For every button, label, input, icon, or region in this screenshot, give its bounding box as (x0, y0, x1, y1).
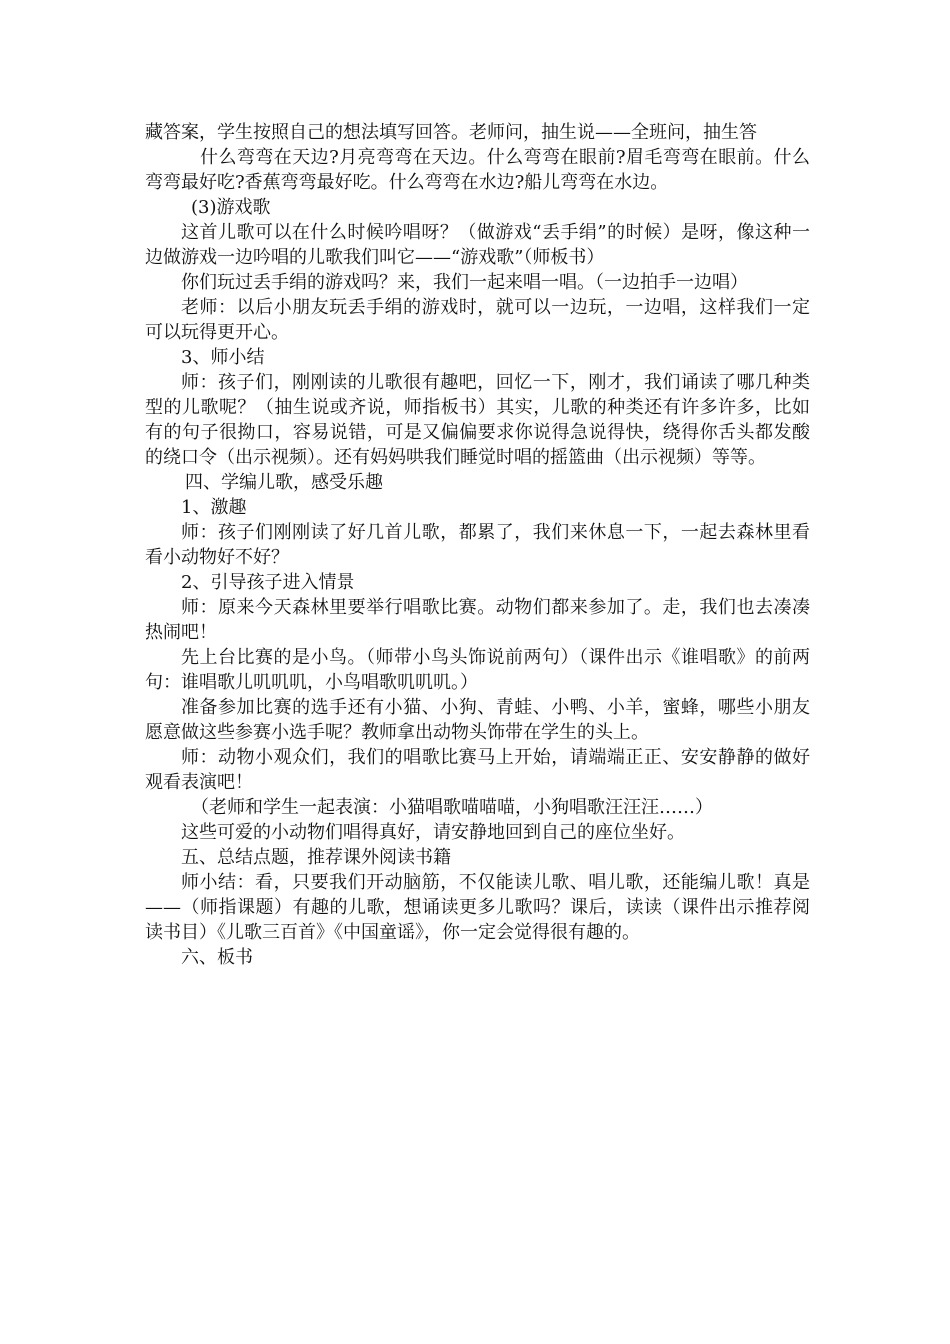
paragraph-answer-method: 藏答案，学生按照自己的想法填写回答。老师问，抽生说——全班问，抽生答 (145, 122, 757, 143)
section-heading-compose: 四、学编儿歌，感受乐趣 (185, 472, 383, 493)
paragraph-audience: 师：动物小观众们，我们的唱歌比赛马上开始，请端端正正、安安静静的做好观看表演吧！ (145, 747, 810, 793)
document-body (145, 120, 810, 970)
paragraph-teacher-note: 老师：以后小朋友玩丢手绢的游戏时，就可以一边玩，一边唱，这样我们一定可以玩得更开心。 (145, 297, 810, 343)
section-heading-blackboard: 六、板书 (181, 947, 253, 968)
paragraph-wanwan-song: 什么弯弯在天边?月亮弯弯在天边。什么弯弯在眼前?眉毛弯弯在眼前。什么弯弯最好吃?香蕉弯弯最好吃。什么弯弯在水边?船儿弯弯在水边。 (145, 147, 810, 193)
paragraph-summary: 师：孩子们，刚刚读的儿歌很有趣吧，回忆一下，刚才，我们诵读了哪几种类型的儿歌呢？（抽生说或齐说，师指板书）其实，儿歌的种类还有许多许多，比如有的句子很拗口，容易说错，可是又偏偏要求你说得急说得快，绕得你舌头都发酸的绕口令（出示视频）。还有妈妈哄我们睡觉时唱的摇篮曲（出示视频）等等。 (145, 372, 810, 468)
paragraph-bird-first: 先上台比赛的是小鸟。（师带小鸟头饰说前两句）（课件出示《谁唱歌》的前两句：谁唱歌儿叽叽叽，小鸟唱歌叽叽叽。） (145, 647, 810, 693)
paragraph-forest-contest: 师：原来今天森林里要举行唱歌比赛。动物们都来参加了。走，我们也去凑凑热闹吧！ (145, 597, 810, 643)
paragraph-contestants: 准备参加比赛的选手还有小猫、小狗、青蛙、小鸭、小羊，蜜蜂，哪些小朋友愿意做这些参赛小选手呢？教师拿出动物头饰带在学生的头上。 (145, 697, 810, 743)
heading-summary: 3、师小结 (181, 347, 265, 368)
paragraph-motivate: 师：孩子们刚刚读了好几首儿歌，都累了，我们来休息一下，一起去森林里看看小动物好不好？ (145, 522, 810, 568)
paragraph-sing-together: 你们玩过丢手绢的游戏吗？来，我们一起来唱一唱。（一边拍手一边唱） (181, 272, 748, 293)
heading-scene: 2、引导孩子进入情景 (181, 572, 355, 593)
section-heading-conclusion: 五、总结点题，推荐课外阅读书籍 (181, 847, 451, 868)
heading-motivate: 1、激趣 (181, 497, 247, 518)
heading-game-song: (3)游戏歌 (191, 197, 271, 218)
paragraph-conclusion: 师小结：看，只要我们开动脑筋，不仅能读儿歌、唱儿歌，还能编儿歌！真是——（师指课题）有趣的儿歌，想诵读更多儿歌吗？课后，读读（课件出示推荐阅读书目）《儿歌三百首》《中国童谣》，你一定会觉得很有趣的。 (145, 872, 810, 943)
paragraph-game-song-intro: 这首儿歌可以在什么时候吟唱呀？（做游戏“丢手绢”的时候）是呀，像这种一边做游戏一边吟唱的儿歌我们叫它——“游戏歌”（师板书） (145, 222, 810, 268)
paragraph-return-seats: 这些可爱的小动物们唱得真好，请安静地回到自己的座位坐好。 (181, 822, 685, 843)
paragraph-performance: （老师和学生一起表演：小猫唱歌喵喵喵，小狗唱歌汪汪汪……） (191, 797, 713, 818)
